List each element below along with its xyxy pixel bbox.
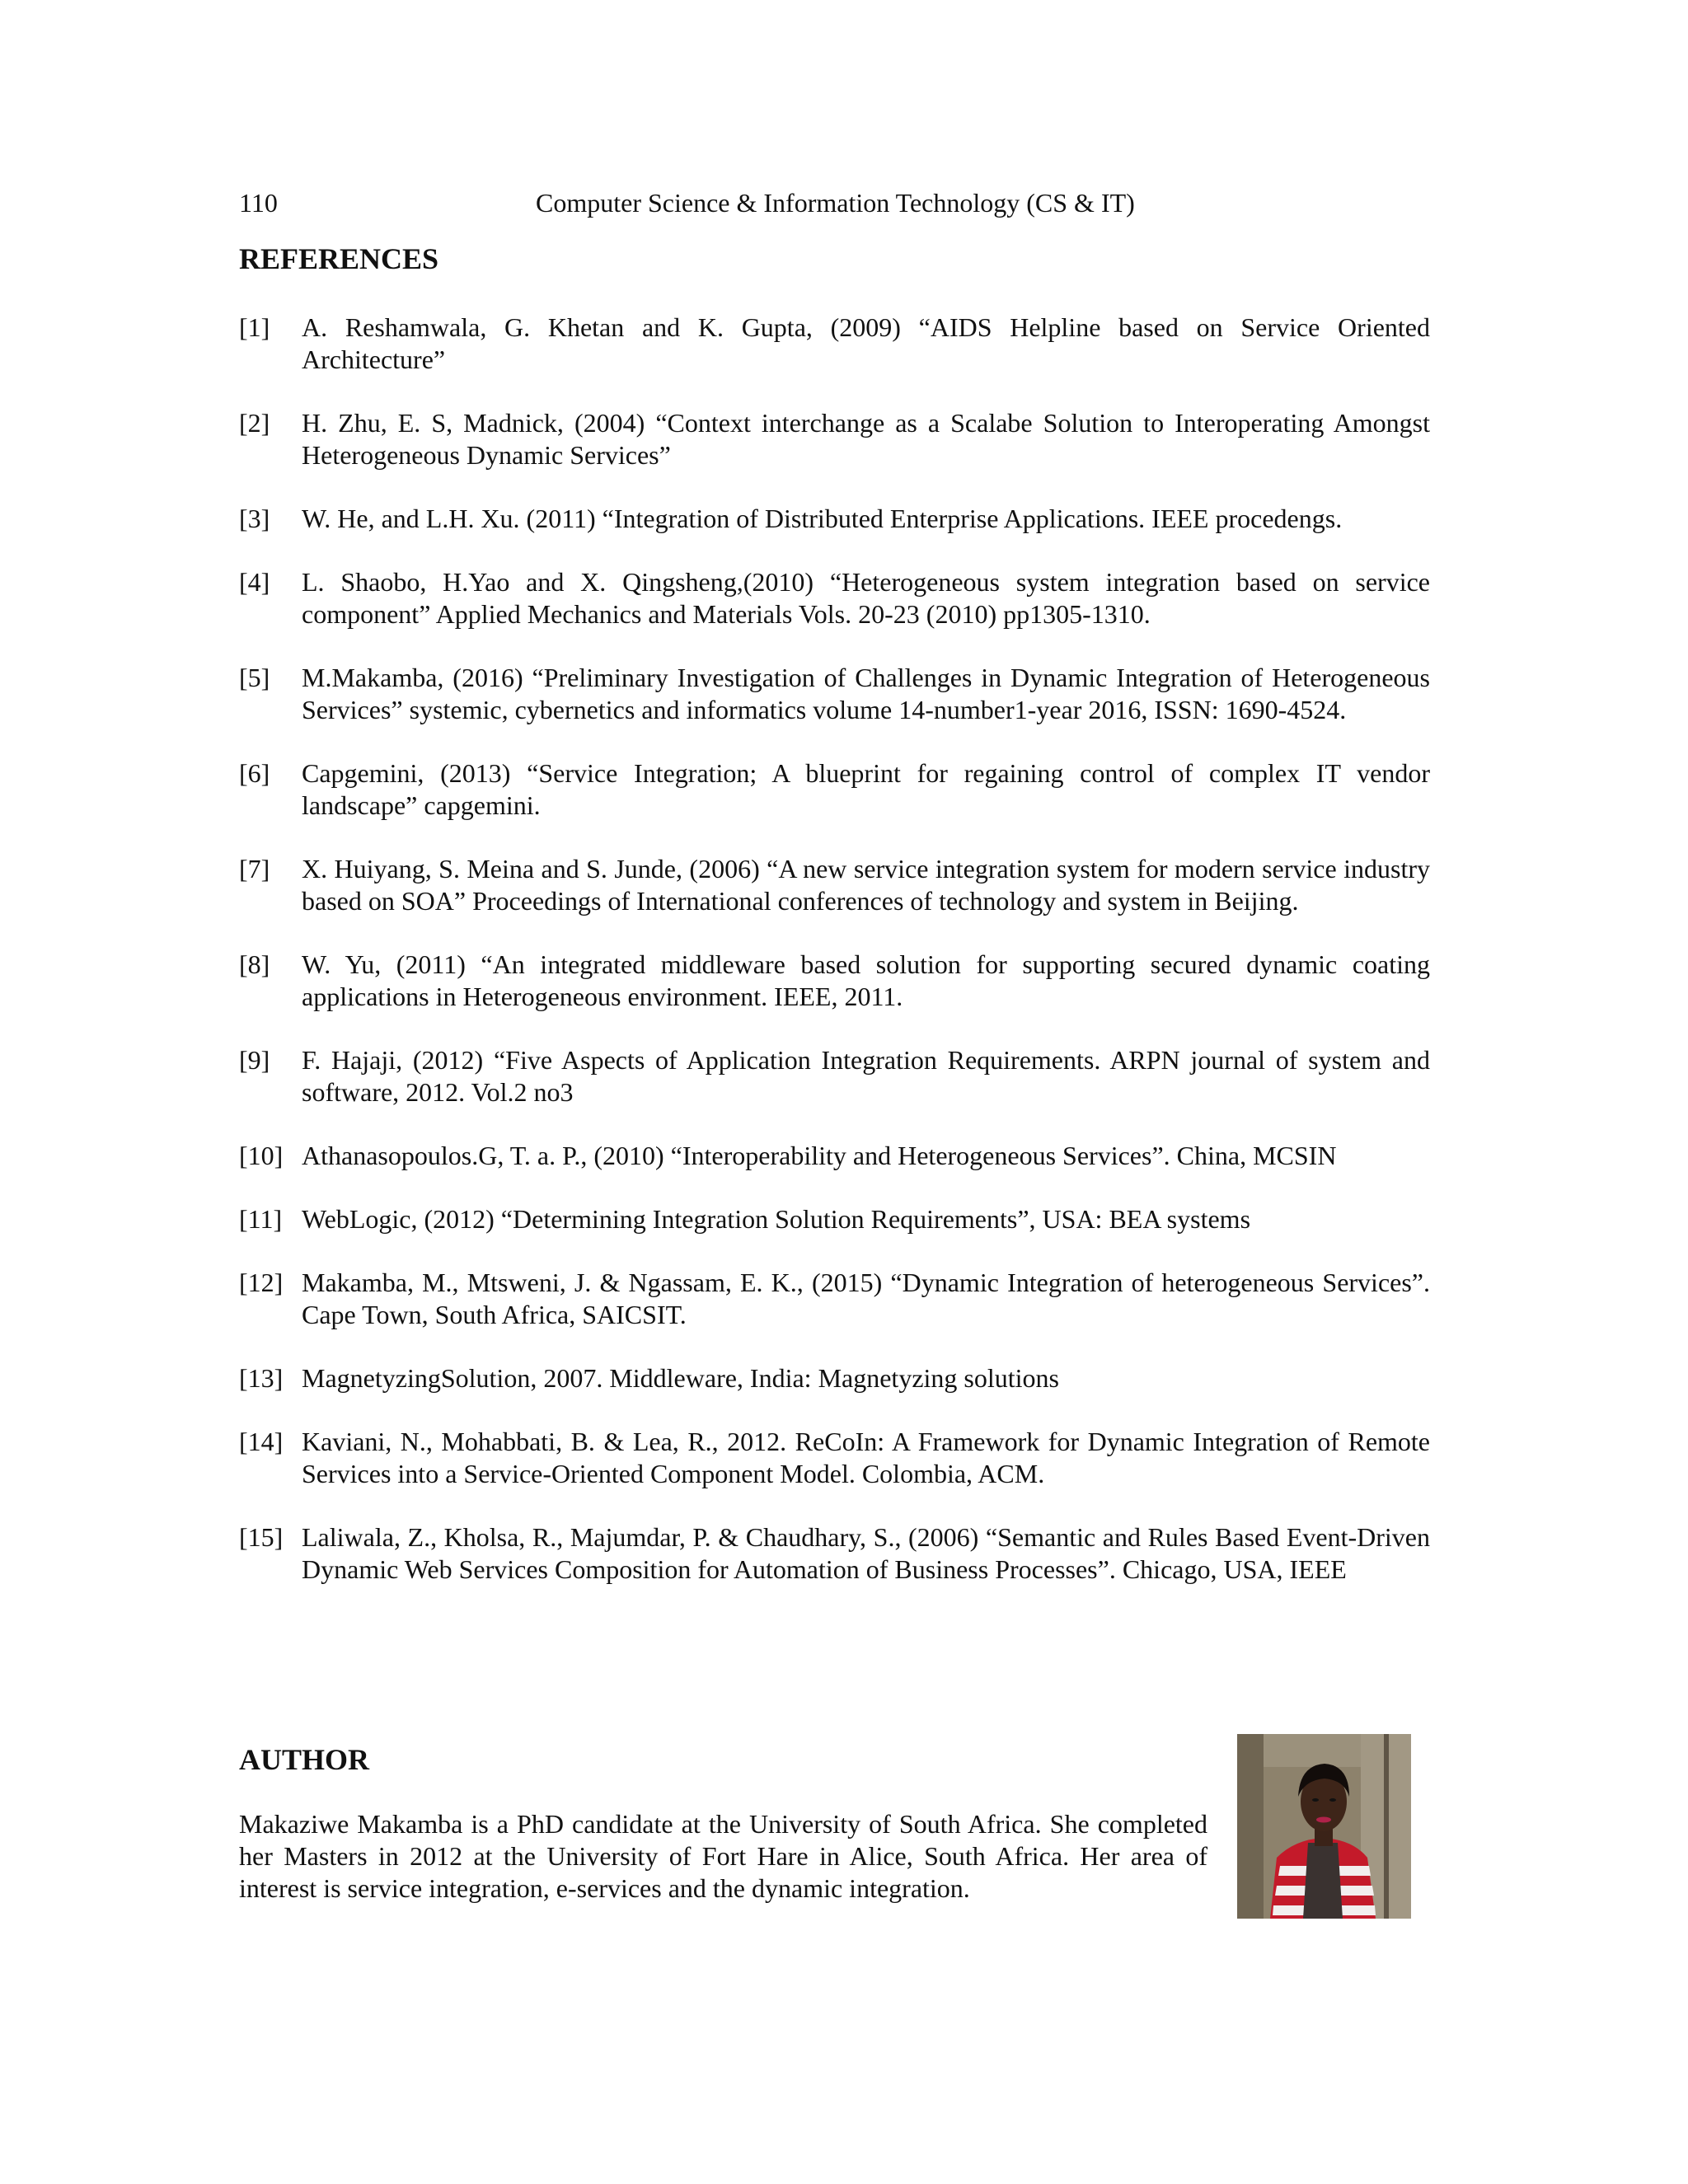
reference-text: H. Zhu, E. S, Madnick, (2004) “Context interchange as a Scalabe Solution to Interoperating Amongst Heterogeneous Dynamic Services”	[302, 408, 1430, 470]
reference-text: W. Yu, (2011) “An integrated middleware based solution for supporting secured dynamic coating applications in Heterogeneous environment. IEEE, 2011.	[302, 949, 1430, 1011]
reference-item	[239, 1044, 1430, 1108]
reference-text: F. Hajaji, (2012) “Five Aspects of Application Integration Requirements. ARPN journal of system and software, 2012. Vol.2 no3	[302, 1045, 1430, 1107]
reference-number: [11]	[239, 1204, 283, 1234]
reference-number: [5]	[239, 663, 270, 692]
reference-number: [10]	[239, 1141, 284, 1170]
reference-number: [7]	[239, 854, 270, 883]
reference-number: [8]	[239, 949, 270, 979]
reference-item	[239, 1267, 1430, 1331]
reference-number: [6]	[239, 758, 270, 788]
reference-item	[239, 312, 1430, 376]
reference-text: Kaviani, N., Mohabbati, B. & Lea, R., 2012. ReCoIn: A Framework for Dynamic Integration of Remote Services into a Service-Oriented Component Model. Colombia, ACM.	[302, 1427, 1430, 1488]
reference-item	[239, 1521, 1430, 1586]
reference-text: W. He, and L.H. Xu. (2011) “Integration of Distributed Enterprise Applications. IEEE procedengs.	[302, 504, 1343, 533]
reference-text: Makamba, M., Mtsweni, J. & Ngassam, E. K., (2015) “Dynamic Integration of heterogeneous Services”. Cape Town, South Africa, SAICSIT.	[302, 1268, 1430, 1329]
references-list	[239, 312, 1430, 1617]
reference-item	[239, 1362, 1430, 1394]
reference-item	[239, 662, 1430, 726]
reference-text: Laliwala, Z., Kholsa, R., Majumdar, P. & Chaudhary, S., (2006) “Semantic and Rules Based Event-Driven Dynamic Web Services Composition for Automation of Business Processes”. Chicago, USA, IEEE	[302, 1522, 1430, 1584]
reference-number: [9]	[239, 1045, 270, 1075]
reference-item	[239, 853, 1430, 917]
author-heading: AUTHOR	[239, 1743, 370, 1776]
reference-item	[239, 949, 1430, 1013]
reference-text: M.Makamba, (2016) “Preliminary Investigation of Challenges in Dynamic Integration of Heterogeneous Services” systemic, cybernetics and informatics volume 14-number1-year 2016, ISSN: 1690-4524.	[302, 663, 1430, 724]
reference-text: Capgemini, (2013) “Service Integration; A blueprint for regaining control of complex IT vendor landscape” capgemini.	[302, 758, 1430, 820]
reference-number: [12]	[239, 1268, 284, 1297]
reference-text: MagnetyzingSolution, 2007. Middleware, India: Magnetyzing solutions	[302, 1363, 1059, 1393]
author-bio: Makaziwe Makamba is a PhD candidate at the University of South Africa. She completed her Masters in 2012 at the University of Fort Hare in Alice, South Africa. Her area of interest is service integration, e-services and the dynamic integration.	[239, 1809, 1207, 1903]
reference-item	[239, 566, 1430, 630]
references-heading: REFERENCES	[239, 242, 439, 275]
reference-number: [3]	[239, 504, 270, 533]
running-head	[239, 186, 1430, 219]
journal-title: Computer Science & Information Technology (CS & IT)	[536, 188, 1135, 218]
reference-item	[239, 1140, 1430, 1172]
reference-number: [4]	[239, 567, 270, 597]
reference-item	[239, 503, 1430, 535]
reference-item	[239, 757, 1430, 822]
reference-item	[239, 407, 1430, 471]
reference-number: [1]	[239, 312, 270, 342]
reference-number: [15]	[239, 1522, 284, 1552]
reference-text: WebLogic, (2012) “Determining Integration Solution Requirements”, USA: BEA systems	[302, 1204, 1251, 1234]
reference-number: [13]	[239, 1363, 284, 1393]
reference-number: [2]	[239, 408, 270, 438]
reference-item	[239, 1426, 1430, 1490]
reference-text: L. Shaobo, H.Yao and X. Qingsheng,(2010) “Heterogeneous system integration based on service component” Applied Mechanics and Materials Vols. 20-23 (2010) pp1305-1310.	[302, 567, 1430, 629]
page-number: 110	[239, 188, 278, 218]
reference-text: A. Reshamwala, G. Khetan and K. Gupta, (2009) “AIDS Helpline based on Service Oriented Architecture”	[302, 312, 1430, 374]
author-portrait-image	[1237, 1734, 1411, 1919]
reference-text: Athanasopoulos.G, T. a. P., (2010) “Interoperability and Heterogeneous Services”. China, MCSIN	[302, 1141, 1337, 1170]
author-photo	[1237, 1734, 1411, 1919]
reference-text: X. Huiyang, S. Meina and S. Junde, (2006) “A new service integration system for modern service industry based on SOA” Proceedings of International conferences of technology and system in Beijing.	[302, 854, 1430, 916]
reference-number: [14]	[239, 1427, 284, 1456]
reference-item	[239, 1203, 1430, 1235]
